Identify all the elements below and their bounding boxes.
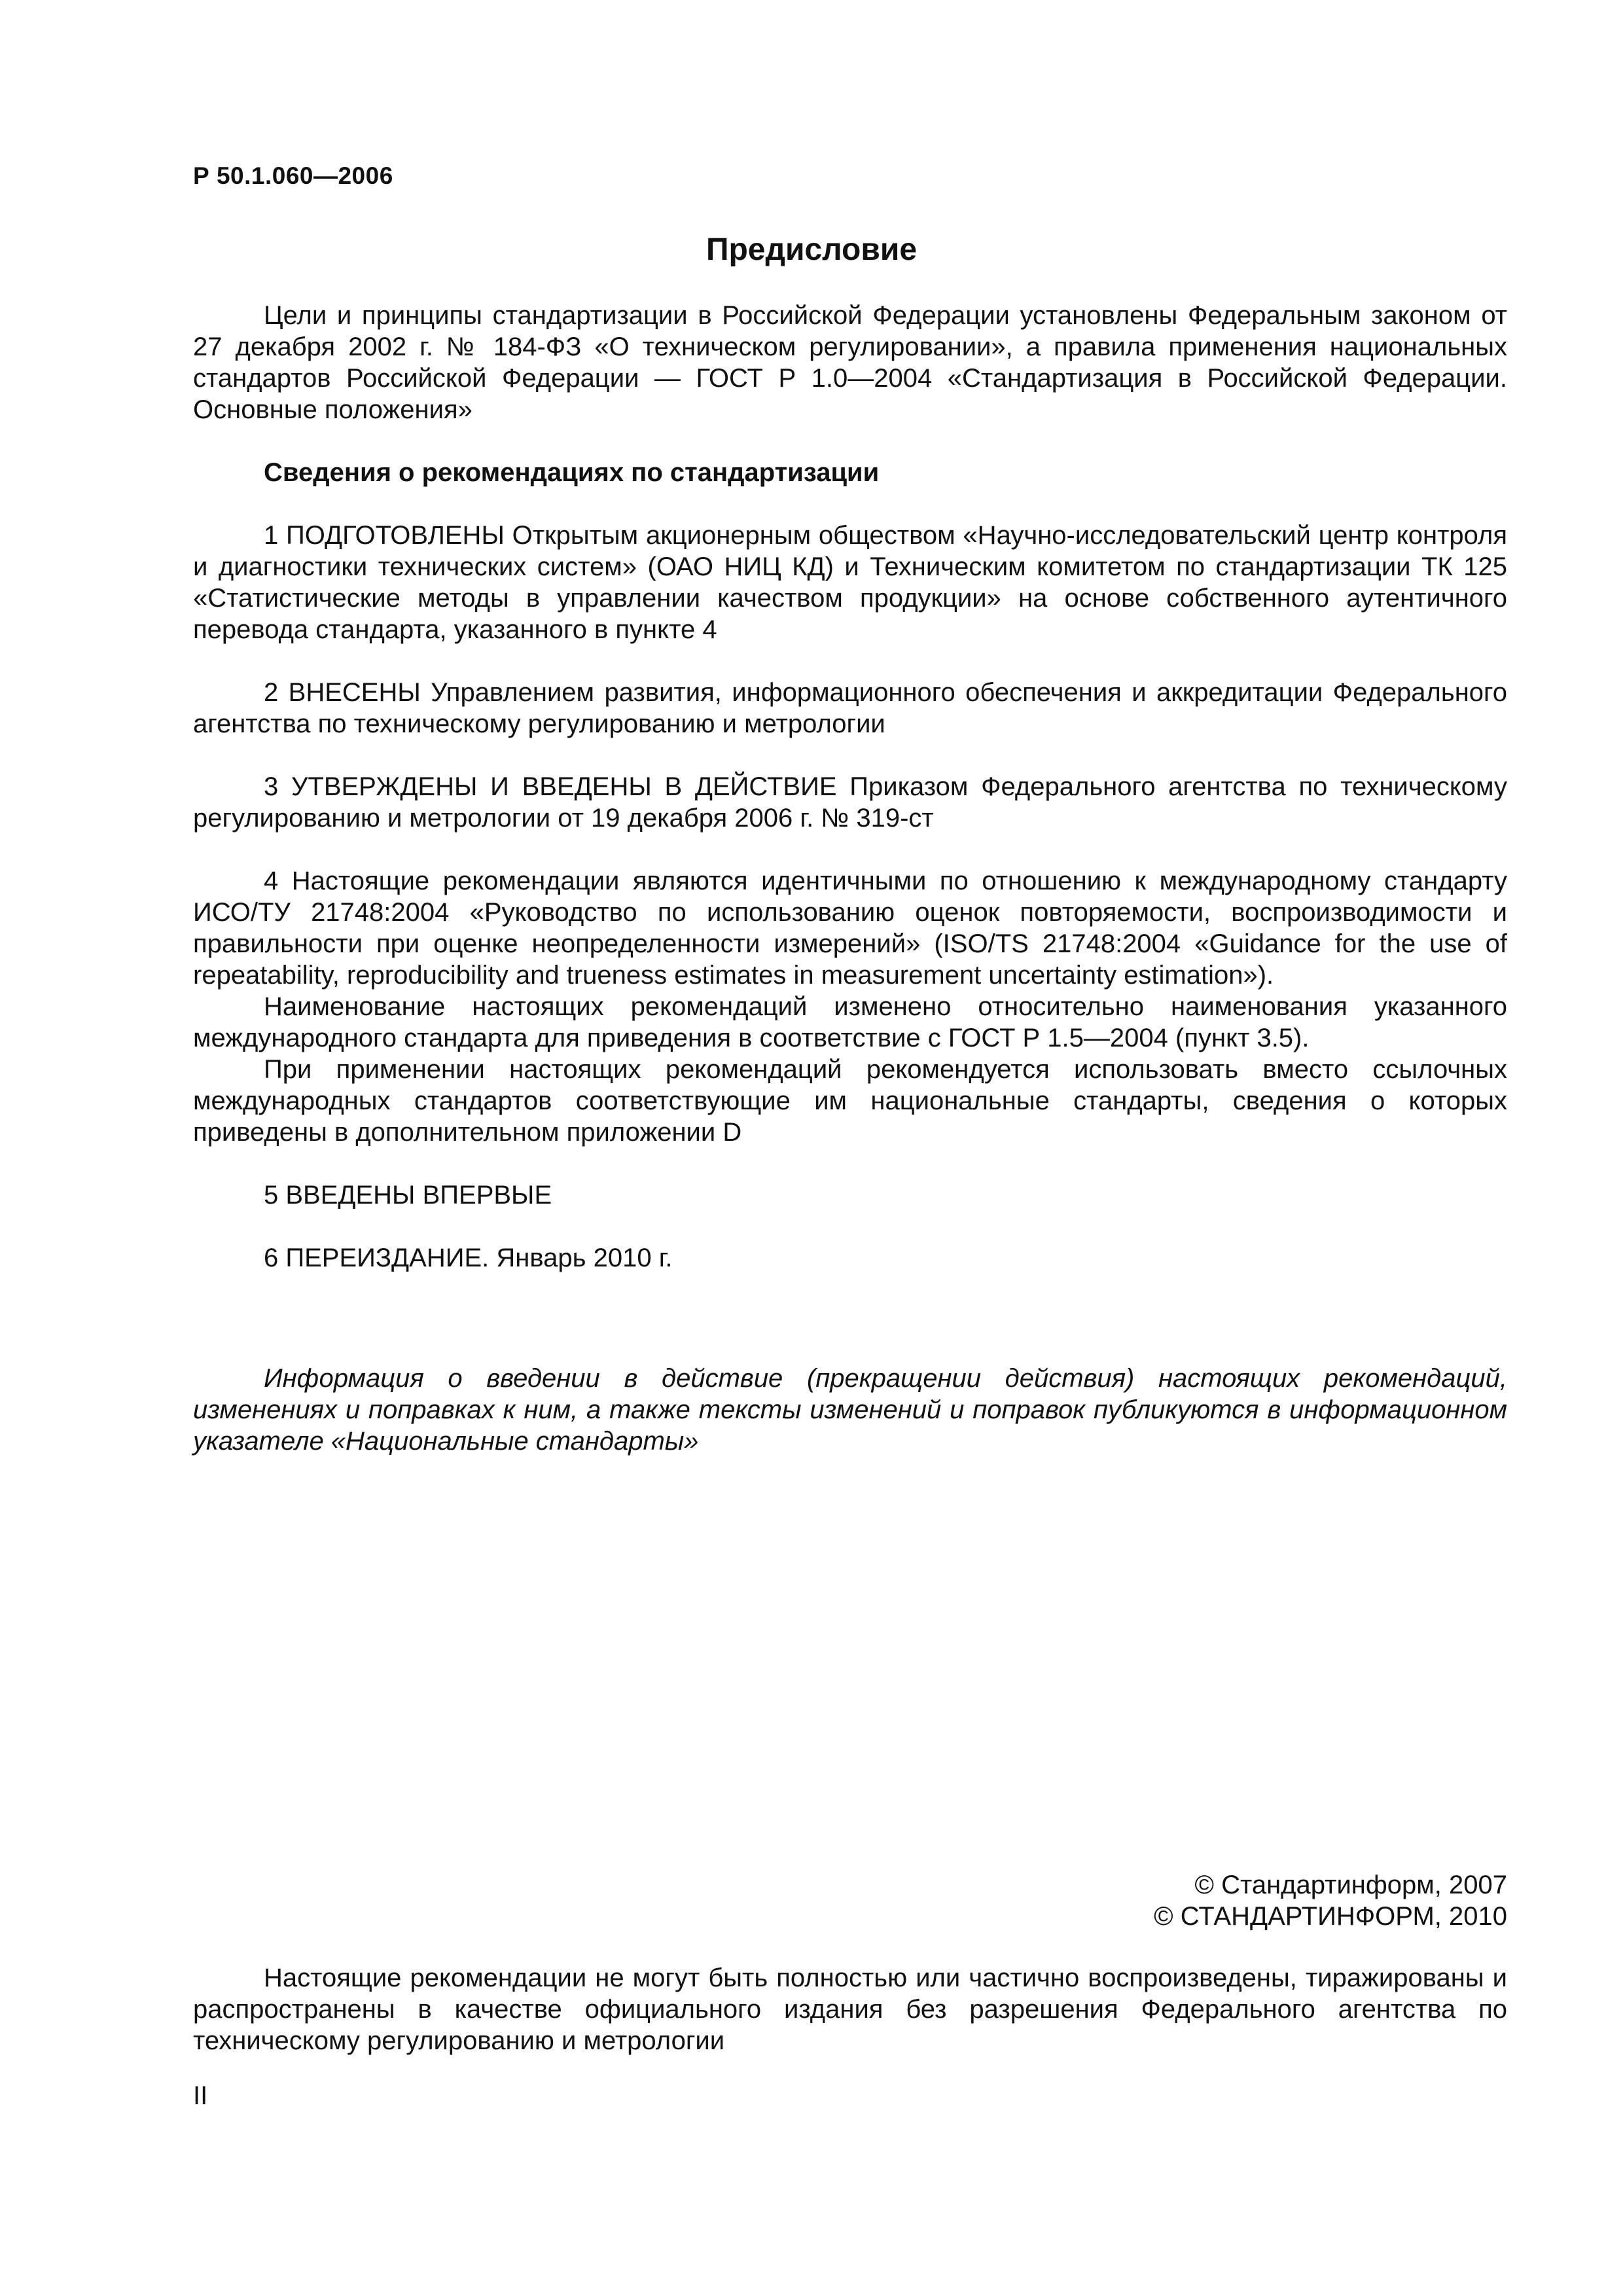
item-1: 1 ПОДГОТОВЛЕНЫ Открытым акционерным обществом «Научно-исследовательский центр контроля и диагностики технических систем» (ОАО НИЦ КД) и Техническим комитетом по стандартизации ТК 125 «Статистические методы в управлении качеством продукции» на основе собственного аутентичного перевода стандарта, указанного в пункте 4 [193,521,1507,644]
page-number: II [193,2081,208,2110]
item-3: 3 УТВЕРЖДЕНЫ И ВВЕДЕНЫ В ДЕЙСТВИЕ Приказом Федерального агентства по техническому регулированию и метрологии от 19 декабря 2006 г. № 319-ст [193,772,1507,833]
copyright-line-2010: © СТАНДАРТИНФОРМ, 2010 [1154,1902,1507,1931]
item-4-note-rename: Наименование настоящих рекомендаций изменено относительно наименования указанного международного стандарта для приведения в соответствие с ГОСТ Р 1.5—2004 (пункт 3.5). [193,992,1507,1052]
reproduction-disclaimer [193,1962,1507,2056]
item-4-note-references: При применении настоящих рекомендаций рекомендуется использовать вместо ссылочных международных стандартов соответствующие им национальные стандарты, сведения о которых приведены в дополнительном приложении D [193,1055,1507,1147]
foreword-body [193,300,1507,1274]
item-2: 2 ВНЕСЕНЫ Управлением развития, информационного обеспечения и аккредитации Федерального агентства по техническому регулированию и метрологии [193,678,1507,738]
item-6: 6 ПЕРЕИЗДАНИЕ. Январь 2010 г. [264,1244,673,1272]
intro-paragraph: Цели и принципы стандартизации в Российской Федерации установлены Федеральным законом от 27 декабря 2002 г. № 184-ФЗ «О техническом регулировании», а правила применения национальных стандартов Российской Федерации — ГОСТ Р 1.0—2004 «Стандартизация в Российской Федерации. Основные положения» [193,301,1507,424]
publication-notice [193,1363,1507,1457]
disclaimer-text: Настоящие рекомендации не могут быть полностью или частично воспроизведены, тиражированы и распространены в качестве официального издания без разрешения Федерального агентства по техническому регулированию и метрологии [193,1964,1507,2055]
section-subheading: Сведения о рекомендациях по стандартизации [264,458,880,487]
page-title: Предисловие [705,232,918,267]
item-4: 4 Настоящие рекомендации являются идентичными по отношению к международному стандарту ИСО/ТУ 21748:2004 «Руководство по использованию оценок повторяемости, воспроизводимости и правильности при оценке неопределенности измерений» (ISO/TS 21748:2004 «Guidance for the use of repeatability, reproducibility and trueness estimates in measurement uncertainty estimation»). [193,867,1507,990]
document-code: Р 50.1.060—2006 [193,162,393,189]
item-5: 5 ВВЕДЕНЫ ВПЕРВЫЕ [264,1181,552,1210]
copyright-block [1154,1869,1507,1932]
copyright-line-2007: © Стандартинформ, 2007 [1194,1871,1507,1899]
notice-text: Информация о введении в действие (прекращении действия) настоящих рекомендаций, изменениях и поправках к ним, а также тексты изменений и поправок публикуются в информационном указателе «Национальные стандарты» [193,1364,1507,1456]
